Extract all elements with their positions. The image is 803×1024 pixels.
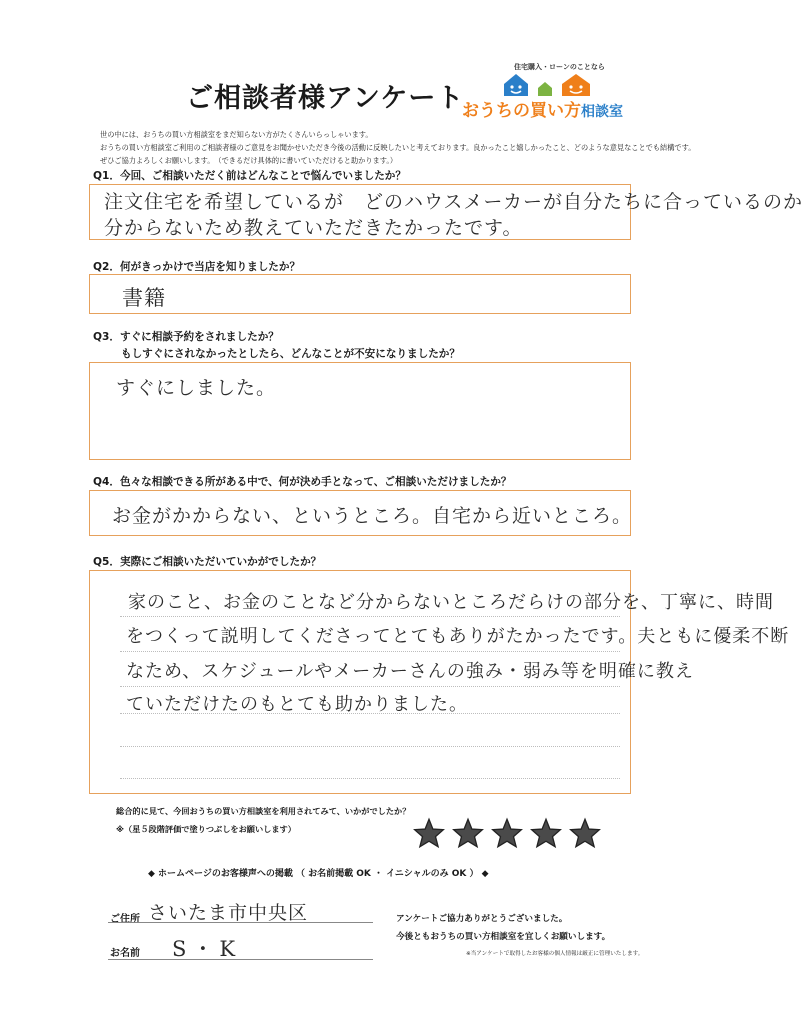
logo-name-suffix: 相談室 — [581, 104, 623, 120]
ruled-line — [120, 746, 620, 747]
rating-label: 総合的に見て、今回おうちの買い方相談室を利用されてみて、いかがでしたか？ — [116, 806, 411, 816]
q2-answer: 書籍 — [122, 286, 166, 310]
address-value: さいたま市中央区 — [148, 902, 309, 924]
star-icon[interactable] — [452, 818, 484, 848]
star-rating[interactable] — [413, 818, 603, 852]
star-icon[interactable] — [530, 818, 562, 848]
q2-answer-box — [89, 274, 631, 314]
address-underline — [108, 922, 373, 923]
privacy-note: ※当アンケートで取得したお客様の個人情報は厳正に管理いたします。 — [466, 951, 644, 957]
q2-label: Q2．何がきっかけで当店を知りましたか？ — [93, 261, 301, 273]
logo-tagline: 住宅購入・ローンのことなら — [514, 63, 605, 71]
q5-answer-line: 家のこと、お金のことなど分からないところだらけの部分を、丁寧に、時間 — [128, 592, 774, 613]
q4-answer: お金がかからない、というところ。自宅から近いところ。 — [112, 505, 633, 527]
intro-line: おうちの買い方相談室ご利用のご相談者様のご意見をお聞かせいただき今後の活動に反映したいと考えております。良かったこと嬉しかったこと、どのような意見なことでも結構です。 — [100, 143, 696, 152]
q1-label: Q1．今回、ご相談いただく前はどんなことで悩んでいましたか？ — [93, 170, 406, 182]
ruled-line — [120, 778, 620, 779]
intro-text — [100, 128, 696, 167]
ruled-line — [120, 686, 620, 687]
ruled-line — [120, 616, 620, 617]
q5-answer-line: ていただけたのもとても助かりました。 — [126, 694, 468, 715]
star-icon[interactable] — [569, 818, 601, 848]
q1-answer-box — [89, 184, 803, 240]
rating-note: ※（星５段階評価で塗りつぶしをお願いします） — [116, 824, 296, 834]
homepage-notice: ◆ ホームページのお客様声への掲載 （ お名前掲載 OK ・ イニシャルのみ OK ） ◆ — [148, 869, 489, 879]
house-icons — [502, 71, 596, 97]
q3-label-sub: もしすぐにされなかったとしたら、どんなことが不安になりましたか？ — [121, 348, 460, 360]
thanks-line-2: 今後ともおうちの買い方相談室を宜しくお願いします。 — [396, 932, 611, 942]
name-underline — [108, 959, 373, 960]
company-logo — [458, 62, 628, 126]
logo-name — [462, 96, 623, 121]
q3-label: Q3．すぐに相談予約をされましたか？ — [93, 331, 279, 343]
thanks-line-1: アンケートご協力ありがとうございました。 — [396, 914, 568, 924]
q3-answer-box — [89, 362, 631, 460]
address-label: ご住所 — [110, 914, 140, 925]
q5-label: Q5．実際にご相談いただいていかがでしたか？ — [93, 556, 322, 568]
q1-answer-line: 分からないため教えていただきたかったです。 — [104, 217, 523, 239]
q3-answer: すぐにしました。 — [116, 377, 277, 399]
star-icon[interactable] — [413, 818, 445, 848]
q4-answer-box — [89, 490, 631, 536]
logo-name-main: おうちの買い方 — [462, 101, 581, 121]
name-value: S・K — [172, 937, 242, 961]
star-icon[interactable] — [491, 818, 523, 848]
q4-label: Q4．色々な相談できる所がある中で、何が決め手となって、ご相談いただけましたか？ — [93, 476, 512, 488]
q5-answer-line: なため、スケジュールやメーカーさんの強み・弱み等を明確に教え — [126, 661, 694, 682]
intro-line: 世の中には、おうちの買い方相談室をまだ知らない方がたくさんいらっしゃいます。 — [100, 130, 373, 139]
page-title: ご相談者様アンケート — [186, 83, 465, 114]
ruled-line — [120, 651, 620, 652]
q1-answer-line: 注文住宅を希望しているが どのハウスメーカーが自分たちに合っているのか — [104, 191, 803, 213]
intro-line: ぜひご協力よろしくお願いします。 （できるだけ具体的に書いていただけると助かります。） — [100, 156, 398, 165]
q5-answer-line: をつくって説明してくださってとてもありがたかったです。夫ともに優柔不断 — [126, 626, 790, 647]
name-label: お名前 — [110, 948, 140, 959]
